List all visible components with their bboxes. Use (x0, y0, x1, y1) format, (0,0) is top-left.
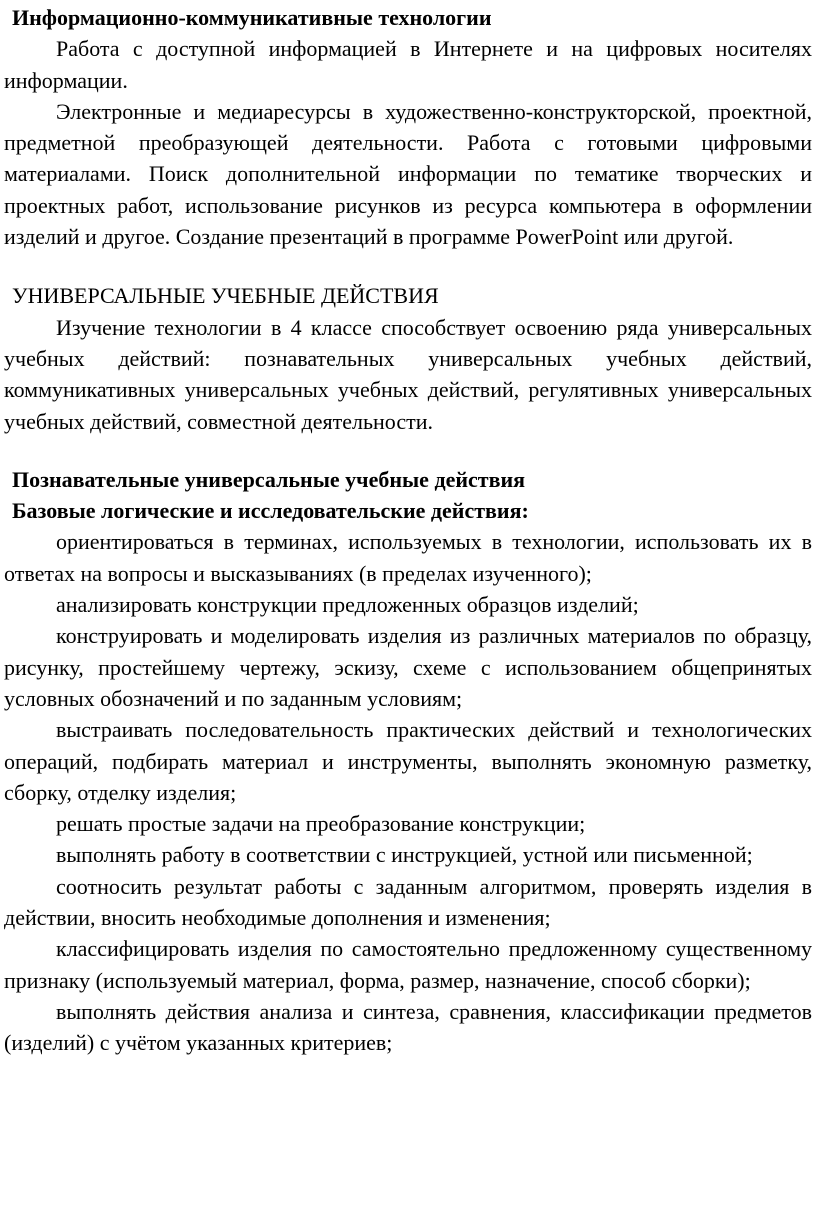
section-heading-cognitive: Познавательные универсальные учебные действия (12, 466, 526, 492)
list-item: ориентироваться в терминах, используемых в технологии, использовать их в ответах на вопросы и высказываниях (в пределах изученного); (4, 529, 812, 586)
list-item: решать простые задачи на преобразование конструкции; (56, 811, 586, 837)
list-item: соотносить результат работы с заданным алгоритмом, проверять изделия в действии, вносить необходимые дополнения и изменения; (4, 873, 812, 931)
list-item: выстраивать последовательность практических действий и технологических операций, подбирать материал и инструменты, выполнять экономную разметку, сборку, отделку изделия; (4, 717, 812, 805)
spacer (4, 252, 812, 280)
section-heading-uud: УНИВЕРСАЛЬНЫЕ УЧЕБНЫЕ ДЕЙСТВИЯ (12, 283, 439, 309)
paragraph: Работа с доступной информацией в Интернете и на цифровых носителях информации. (4, 36, 812, 93)
spacer (4, 437, 812, 464)
list-item: выполнять работу в соответствии с инструкцией, устной или письменной; (56, 842, 753, 868)
list-item: конструировать и моделировать изделия из различных материалов по образцу, рисунку, простейшему чертежу, эскизу, схеме с использованием общепринятых условных обозначений и по заданным условиям; (4, 623, 812, 711)
list-item: анализировать конструкции предложенных образцов изделий; (56, 592, 639, 618)
paragraph: Изучение технологии в 4 классе способствует освоению ряда универсальных учебных действий: познавательных универсальных учебных действий, коммуникативных универсальных учебных действий, регулятивных универсальных учебных действий, совместной деятельности. (4, 314, 812, 434)
list-item: классифицировать изделия по самостоятельно предложенному существенному признаку (используемый материал, форма, размер, назначение, способ сборки); (4, 936, 812, 993)
paragraph: Электронные и медиаресурсы в художественно-конструкторской, проектной, предметной преобразующей деятельности. Работа с готовыми цифровыми материалами. Поиск дополнительной информации по тематике творческих и проектных работ, использование рисунков из ресурса компьютера в оформлении изделий и другое. Создание презентаций в программе PowerPoint или другой. (4, 98, 812, 250)
list-item: выполнять действия анализа и синтеза, сравнения, классификации предметов (изделий) с учётом указанных критериев; (4, 998, 812, 1056)
section-heading-ict: Информационно-коммуникативные технологии (12, 5, 492, 30)
subheading-logical-actions: Базовые логические и исследовательские действия: (12, 498, 529, 524)
